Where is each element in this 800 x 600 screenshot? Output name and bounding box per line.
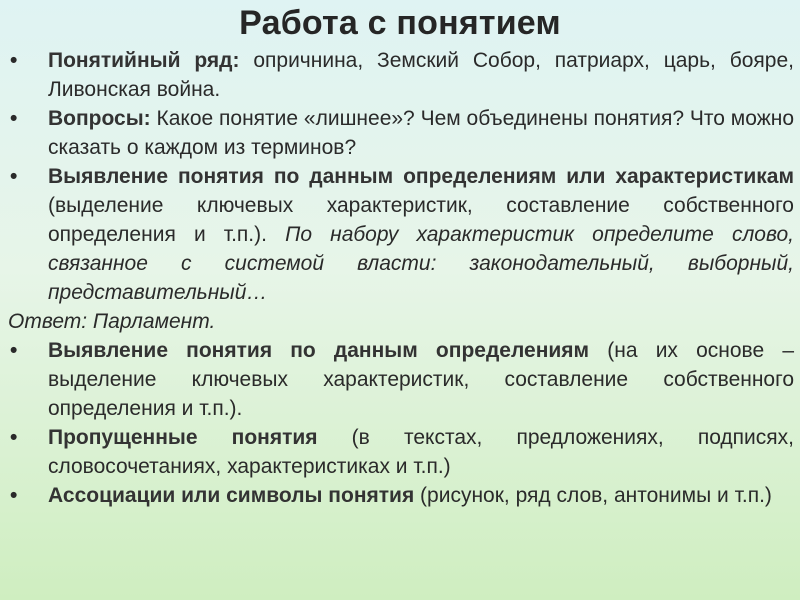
list-item-definitions [8,336,794,423]
slide-title: Работа с понятием [239,4,561,42]
list-item-associations [8,481,794,510]
bullet-icon: • [10,426,18,449]
answer-text: Ответ: Парламент. [8,310,216,333]
item-heading: Ассоциации или символы понятия [48,484,415,507]
bullet-icon: • [10,107,18,130]
item-text: (рисунок, ряд слов, антонимы и т.п.) [414,484,772,507]
list-item-concept-series [8,46,794,104]
item-text: (в текстах, предложениях, подписях, словосочетаниях, характеристиках и т.п.) [48,426,794,478]
bullet-icon: • [10,339,18,362]
item-heading: Понятийный ряд: [48,49,240,72]
bullet-icon: • [10,165,18,188]
list-item-definitions-or-characteristics [8,162,794,307]
item-heading: Выявление понятия по данным определениям [48,339,590,362]
item-heading: Пропущенные понятия [48,426,318,449]
list-item-missing-concepts [8,423,794,481]
list-item-questions [8,104,794,162]
bullet-icon: • [10,49,18,72]
item-text: (выделение ключевых характеристик, составление собственного определения и т.п.). [48,194,794,246]
item-text: (на их основе – выделение ключевых характеристик, составление собственного определения и т.п.). [48,339,795,420]
slide-content [8,46,794,510]
bullet-icon: • [10,484,18,507]
item-text: Какое понятие «лишнее»? Чем объединены понятия? Что можно сказать о каждом из терминов? [48,107,795,159]
item-heading: Выявление понятия по данным определениям или характеристикам [48,165,794,188]
item-task-italic: По набору характеристик определите слово, связанное с системой власти: законодательный, выборный, представительный… [48,223,794,304]
item-text: опричнина, Земский Собор, патриарх, царь, бояре, Ливонская война. [48,49,795,101]
item-heading: Вопросы: [48,107,151,130]
